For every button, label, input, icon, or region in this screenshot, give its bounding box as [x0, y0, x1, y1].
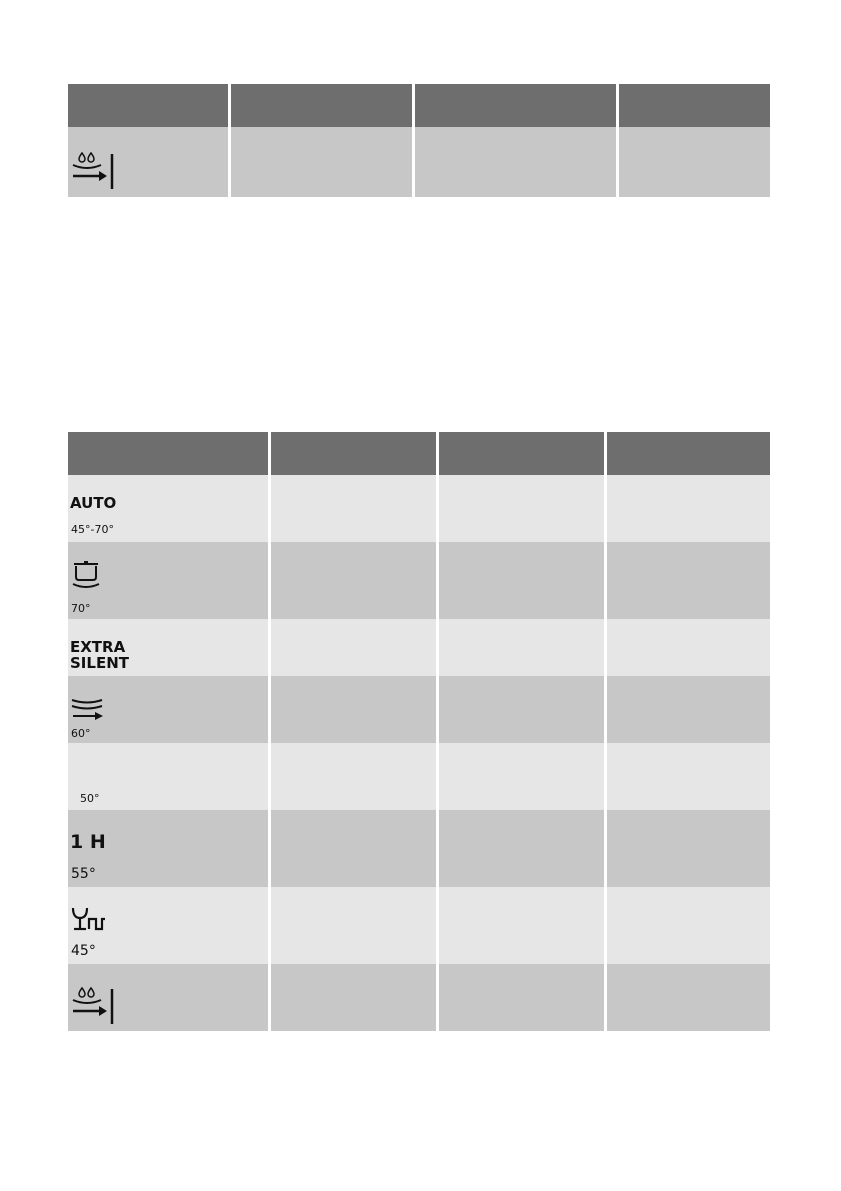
table-cell — [268, 810, 436, 887]
table-cell — [604, 619, 770, 676]
table-cell — [604, 743, 770, 810]
table-cell — [604, 676, 770, 743]
table-cell — [436, 619, 604, 676]
table-row — [68, 676, 770, 743]
programme-cell — [68, 127, 228, 197]
programme-label: AUTO — [70, 494, 117, 512]
table-cell — [604, 810, 770, 887]
table-cell — [436, 810, 604, 887]
table-row — [68, 810, 770, 887]
programme-table-top — [68, 84, 770, 197]
table-cell — [436, 743, 604, 810]
rinse-hold-icon — [70, 986, 116, 1026]
table-row — [68, 887, 770, 964]
table-cell — [436, 542, 604, 619]
table-cell — [228, 127, 412, 197]
table-row — [68, 475, 770, 542]
programme-cell — [68, 475, 268, 542]
programme-temperature: 50° — [80, 792, 100, 805]
programme-table — [68, 432, 770, 1031]
rinse-hold-icon — [70, 151, 116, 191]
table-cell — [268, 964, 436, 1031]
programme-label — [70, 639, 129, 671]
dishes-arrow-icon — [70, 698, 108, 722]
table-cell — [436, 676, 604, 743]
programme-cell — [68, 887, 268, 964]
table-cell — [436, 887, 604, 964]
programme-cell — [68, 542, 268, 619]
programme-label-line1: EXTRA — [70, 638, 126, 656]
header-cell — [68, 432, 268, 475]
table-row — [68, 542, 770, 619]
table-cell — [436, 475, 604, 542]
table-cell — [604, 542, 770, 619]
programme-cell — [68, 810, 268, 887]
table-cell — [604, 887, 770, 964]
table-cell — [604, 964, 770, 1031]
programme-cell — [68, 619, 268, 676]
table-cell — [268, 475, 436, 542]
glass-icon — [70, 906, 106, 932]
programme-temperature: 45°-70° — [71, 523, 114, 536]
programme-label-line2: SILENT — [70, 654, 129, 672]
header-cell — [616, 84, 770, 127]
table-row — [68, 964, 770, 1031]
programme-cell — [68, 964, 268, 1031]
programme-temperature: 70° — [71, 602, 91, 615]
programme-cell — [68, 743, 268, 810]
table-cell — [412, 127, 616, 197]
header-cell — [412, 84, 616, 127]
table-cell — [604, 475, 770, 542]
header-cell — [268, 432, 436, 475]
programme-temperature: 45° — [71, 943, 96, 959]
table-cell — [268, 743, 436, 810]
table-header-row — [68, 84, 770, 127]
table-cell — [268, 542, 436, 619]
table-cell — [436, 964, 604, 1031]
header-cell — [604, 432, 770, 475]
header-cell — [436, 432, 604, 475]
programme-temperature: 60° — [71, 727, 91, 740]
table-cell — [268, 887, 436, 964]
programme-cell — [68, 676, 268, 743]
table-cell — [616, 127, 770, 197]
table-row — [68, 127, 770, 197]
pot-icon — [70, 561, 102, 591]
header-cell — [228, 84, 412, 127]
table-cell — [268, 676, 436, 743]
table-row — [68, 619, 770, 676]
programme-temperature: 55° — [71, 866, 96, 882]
header-cell — [68, 84, 228, 127]
table-cell — [268, 619, 436, 676]
programme-label: 1 H — [70, 831, 106, 853]
table-row — [68, 743, 770, 810]
table-header-row — [68, 432, 770, 475]
